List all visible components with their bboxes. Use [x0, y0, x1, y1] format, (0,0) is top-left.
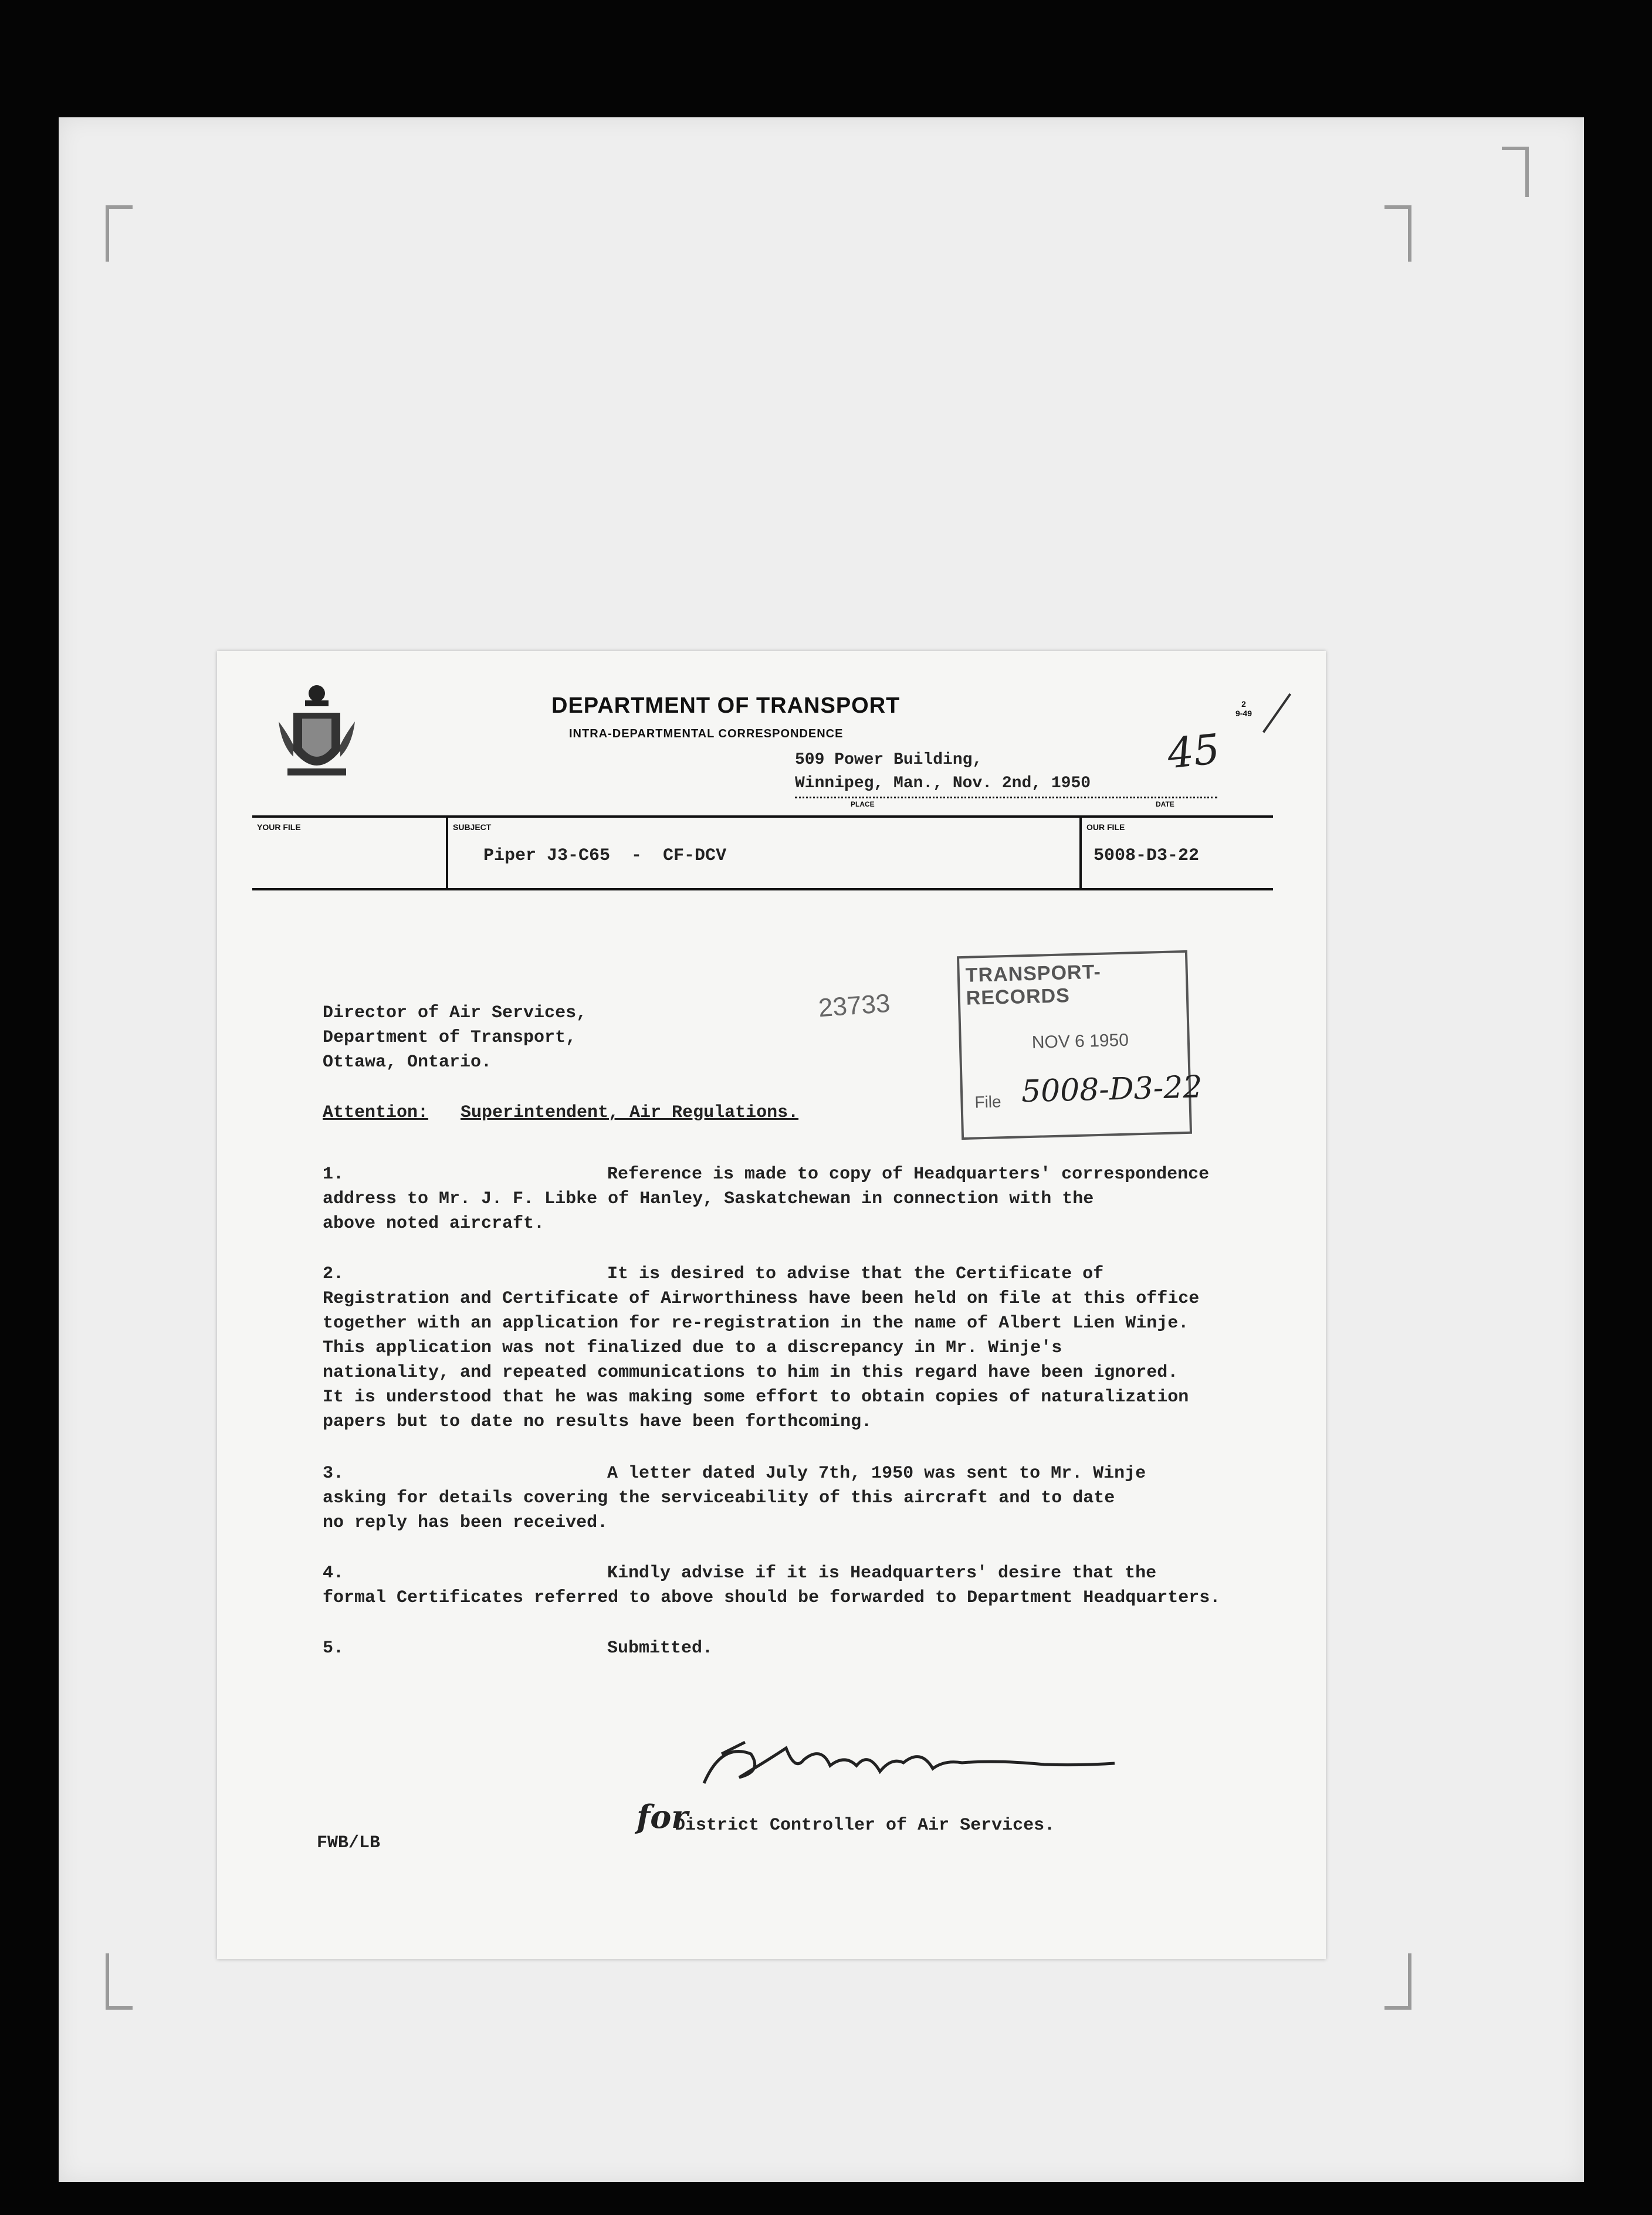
signature-image — [669, 1736, 1126, 1795]
memo-sheet — [217, 651, 1326, 1959]
paragraph-2-line: papers but to date no results have been forthcoming. — [323, 1412, 872, 1432]
paragraph-1-line: address to Mr. J. F. Libke of Hanley, Saskatchewan in connection with the — [323, 1189, 1094, 1209]
form-number-value: 2 — [1241, 699, 1246, 709]
attention-text: Superintendent, Air Regulations. — [461, 1103, 799, 1123]
paragraph-3-line: asking for details covering the serviceability of this aircraft and to date — [323, 1488, 1115, 1508]
paragraph-4-line: Kindly advise if it is Headquarters' desire that the — [607, 1563, 1157, 1583]
place-line-2: Winnipeg, Man., Nov. 2nd, 1950 — [795, 774, 1091, 792]
paragraph-3-number: 3. — [323, 1464, 344, 1484]
paragraph-2-line: It is desired to advise that the Certificate of — [607, 1264, 1104, 1284]
our-file-value: 5008-D3-22 — [1094, 846, 1200, 866]
paragraph-2-line: It is understood that he was making some effort to obtain copies of naturalization — [323, 1387, 1189, 1407]
paragraph-3-line: no reply has been received. — [323, 1513, 608, 1533]
memo-body — [217, 651, 1326, 1959]
typist-reference: FWB/LB — [317, 1833, 381, 1853]
subject-label: SUBJECT — [453, 822, 492, 832]
registry-number-stamp: 23733 — [817, 988, 891, 1023]
paragraph-1-number: 1. — [323, 1164, 344, 1184]
paragraph-5-number: 5. — [323, 1638, 344, 1658]
address-line-3: Ottawa, Ontario. — [323, 1052, 492, 1072]
paragraph-4-line: formal Certificates referred to above should be forwarded to Department Headquarters. — [323, 1588, 1221, 1608]
address-line-1: Director of Air Services, — [323, 1003, 587, 1023]
subject-value: Piper J3-C65 - CF-DCV — [483, 846, 727, 866]
crop-mark-top-left — [106, 205, 133, 262]
paragraph-2-number: 2. — [323, 1264, 344, 1284]
signature-initials: for — [637, 1798, 688, 1835]
date-label: DATE — [1156, 800, 1174, 808]
paragraph-2-line: Registration and Certificate of Airworthiness have been held on file at this office — [323, 1289, 1200, 1309]
crop-mark-outer-top-right — [1502, 147, 1529, 197]
crop-mark-bottom-right — [1384, 1953, 1411, 2010]
place-label: PLACE — [851, 800, 875, 808]
paragraph-2-line: This application was not finalized due to a discrepancy in Mr. Winje's — [323, 1338, 1062, 1358]
department-title: DEPARTMENT OF TRANSPORT — [551, 693, 901, 718]
crop-mark-bottom-left — [106, 1953, 133, 2010]
address-line-2: Department of Transport, — [323, 1028, 577, 1048]
attention-label: Attention: — [323, 1103, 429, 1123]
paragraph-2-line: nationality, and repeated communications to him in this regard have been ignored. — [323, 1363, 1179, 1383]
handwritten-reference-number: 45 — [1164, 724, 1223, 778]
paragraph-4-number: 4. — [323, 1563, 344, 1583]
our-file-label: OUR FILE — [1086, 822, 1125, 832]
form-date-value: 9-49 — [1235, 709, 1252, 718]
stamp-title: TRANSPORT-RECORDS — [965, 960, 1102, 1010]
place-line-1: 509 Power Building, — [795, 751, 983, 769]
paragraph-1-line: above noted aircraft. — [323, 1214, 545, 1234]
stamp-handwritten-file-number: 5008-D3-22 — [1021, 1069, 1203, 1110]
paragraph-1-line: Reference is made to copy of Headquarters' correspondence — [607, 1164, 1210, 1184]
paragraph-2-line: together with an application for re-registration in the name of Albert Lien Winje. — [323, 1313, 1189, 1333]
signatory-title: District Controller of Air Services. — [675, 1816, 1055, 1835]
correspondence-subtitle: INTRA-DEPARTMENTAL CORRESPONDENCE — [569, 727, 844, 740]
crop-mark-top-right — [1384, 205, 1411, 262]
your-file-label: YOUR FILE — [257, 822, 301, 832]
stamp-file-label: File — [974, 1092, 1002, 1112]
paragraph-5-line: Submitted. — [607, 1638, 713, 1658]
paragraph-3-line: A letter dated July 7th, 1950 was sent to Mr. Winje — [607, 1464, 1146, 1484]
stamp-date: NOV 6 1950 — [1031, 1030, 1129, 1052]
